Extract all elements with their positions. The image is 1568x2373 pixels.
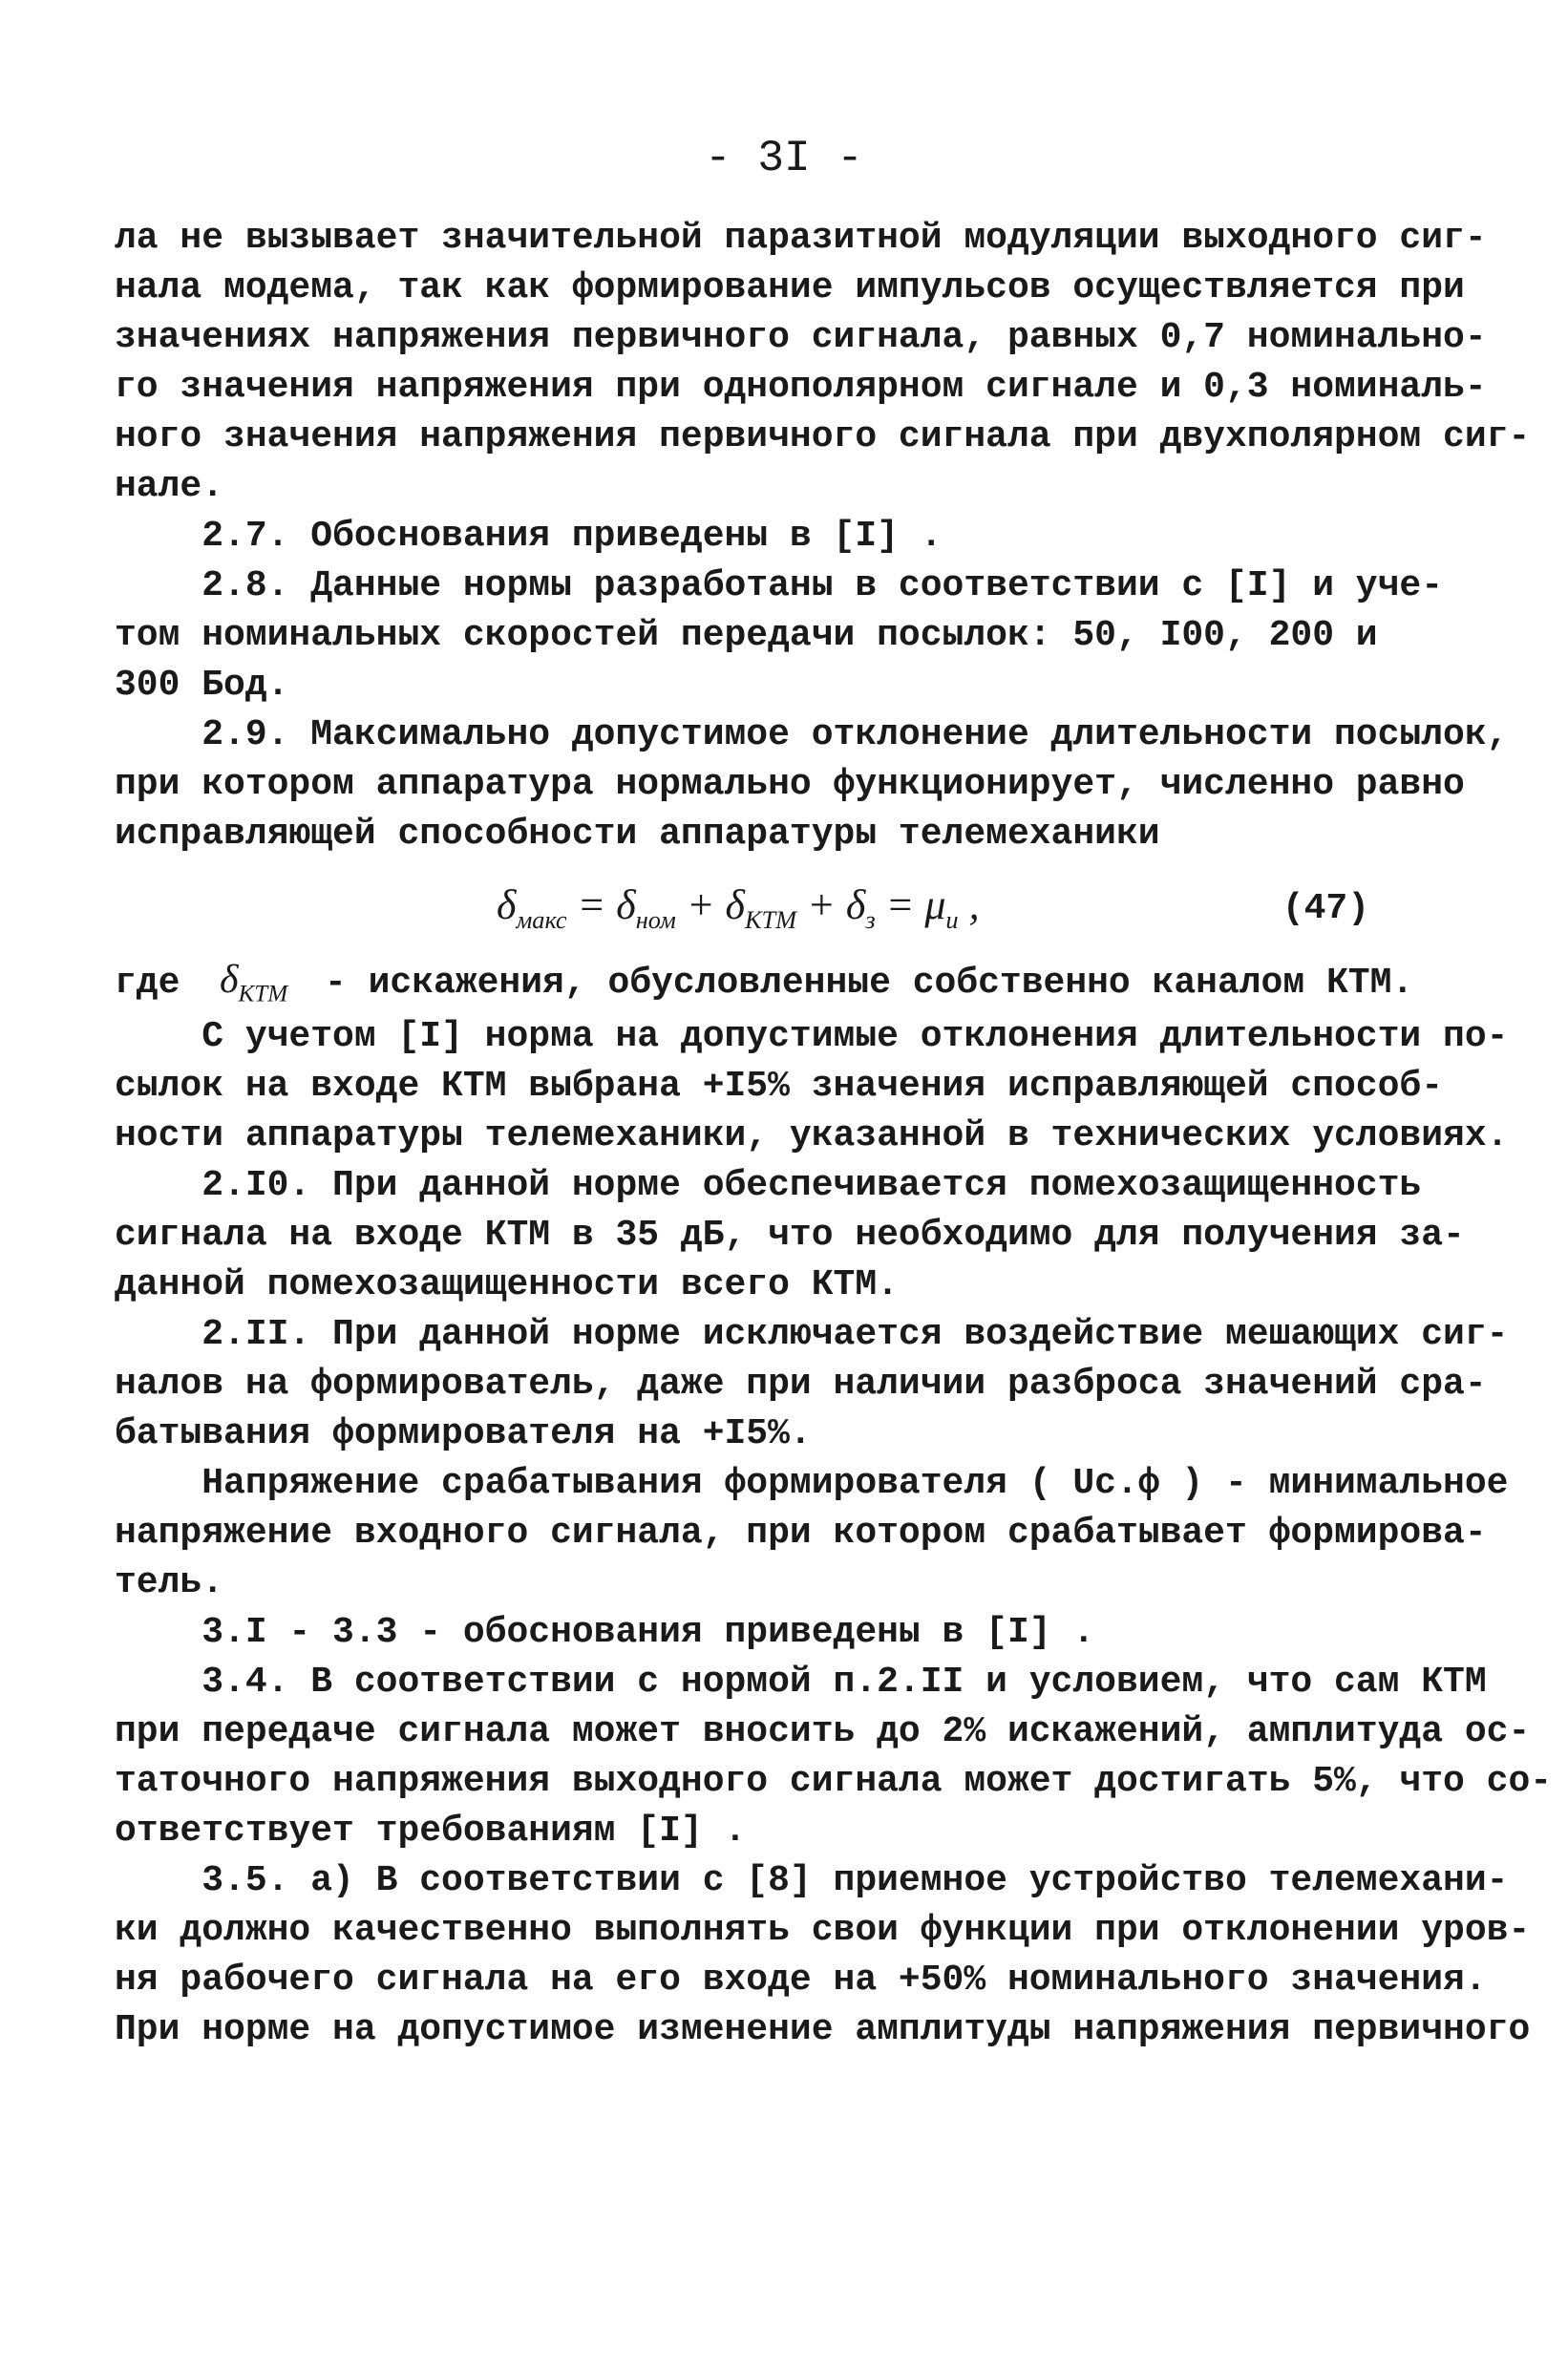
text-line: нале. [115, 466, 224, 507]
text-line: значениях напряжения первичного сигнала, равных 0,7 номинально- [115, 317, 1487, 358]
text-line: 3.5. а) В соответствии с [8] приемное устройство телемехани- [115, 1860, 1509, 1901]
where-text: - искажения, обусловленные собственно каналом КТМ. [325, 963, 1414, 1004]
text-line: 3.I - 3.3 - обоснования приведены в [I] . [115, 1612, 1095, 1653]
text-line: 3.4. В соответствии с нормой п.2.II и условием, что сам КТМ [115, 1662, 1487, 1703]
text-line: го значения напряжения при однополярном сигнале и 0,3 номиналь- [115, 367, 1487, 408]
formula-47 [115, 871, 1385, 951]
text-line: сылок на входе КТМ выбрана +I5% значения исправляющей способ- [115, 1066, 1444, 1107]
document-body [115, 214, 1553, 2055]
where-symbol: $\delta_{КТМ}$ [220, 958, 288, 1007]
text-line: ня рабочего сигнала на его входе на +50% номинального значения. [115, 1960, 1487, 2001]
text-line: 2.II. При данной норме исключается воздействие мешающих сиг- [115, 1314, 1509, 1355]
text-line: 2.8. Данные нормы разработаны в соответствии с [I] и уче- [115, 565, 1444, 606]
text-line: С учетом [I] норма на допустимые отклонения длительности по- [115, 1016, 1509, 1057]
text-line: при котором аппаратура нормально функционирует, численно равно [115, 764, 1465, 805]
text-line: 2.9. Максимально допустимое отклонение длительности посылок, [115, 714, 1509, 755]
text-line: ки должно качественно выполнять свои функции при отклонении уров- [115, 1910, 1531, 1951]
text-line: ного значения напряжения первичного сигнала при двухполярном сиг- [115, 416, 1531, 457]
text-line: налов на формирователь, даже при наличии разброса значений сра- [115, 1364, 1487, 1405]
text-line: 2.7. Обоснования приведены в [I] . [115, 516, 943, 557]
text-block-a [115, 214, 1531, 859]
text-line: исправляющей способности аппаратуры телемеханики [115, 814, 1160, 855]
text-line: ответствует требованиям [I] . [115, 1811, 747, 1852]
page-number: - 3I - [705, 134, 863, 183]
equation-number: (47) [1282, 888, 1369, 929]
text-block-b [115, 1012, 1553, 2055]
formula-expression: $\delta_{макс} = \delta_{ном} + \delta_{КТМ} + \delta_з = \mu_и$ , [497, 881, 980, 934]
text-line: 2.I0. При данной норме обеспечивается помехозащищенность [115, 1165, 1422, 1206]
text-line: 300 Бод. [115, 665, 289, 706]
where-line [115, 955, 1414, 1012]
text-line: ности аппаратуры телемеханики, указанной в технических условиях. [115, 1115, 1509, 1156]
text-line: сигнала на входе КТМ в 35 дБ, что необходимо для получения за- [115, 1215, 1465, 1256]
text-line: нала модема, так как формирование импульсов осуществляется при [115, 267, 1465, 308]
text-line: Напряжение срабатывания формирователя ( Uс.ф ) - минимальное [115, 1463, 1509, 1504]
text-line: батывания формирователя на +I5%. [115, 1413, 812, 1454]
text-line: таточного напряжения выходного сигнала может достигать 5%, что со- [115, 1761, 1553, 1802]
text-line: При норме на допустимое изменение амплитуды напряжения первичного [115, 2009, 1531, 2050]
text-line: при передаче сигнала может вносить до 2% искажений, амплитуда ос- [115, 1711, 1531, 1752]
text-line: данной помехозащищенности всего КТМ. [115, 1264, 899, 1305]
text-line: тель. [115, 1562, 224, 1603]
where-word: где [115, 963, 180, 1004]
text-line: том номинальных скоростей передачи посылок: 50, I00, 200 и [115, 615, 1378, 656]
text-line: ла не вызывает значительной паразитной модуляции выходного сиг- [115, 218, 1487, 259]
text-line: напряжение входного сигнала, при котором срабатывает формирова- [115, 1513, 1487, 1554]
